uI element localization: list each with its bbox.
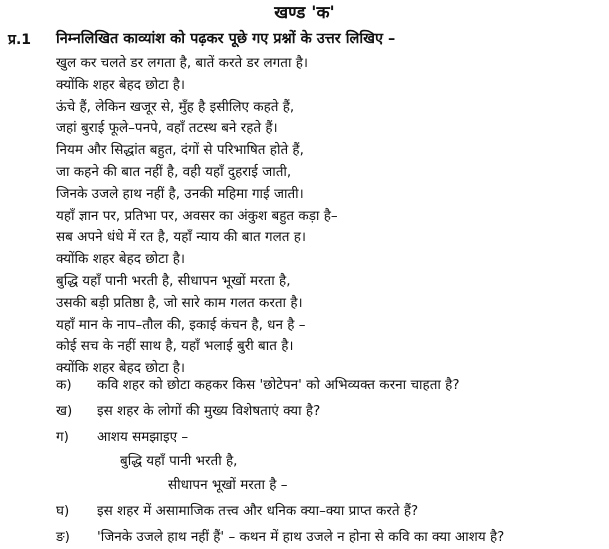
poem-line: जा कहने की बात नहीं है, वही यहाँ दुहराई जाती,: [56, 163, 292, 180]
section-title: खण्ड 'क': [274, 3, 335, 23]
poem-line: क्योंकि शहर बेहद छोटा है।: [56, 360, 186, 377]
sub-question-ka: [0, 373, 609, 397]
sub-question-text: कवि शहर को छोटा कहकर किस 'छोटेपन' को अभिव्यक्त करना चाहता है?: [97, 377, 460, 393]
sub-question-text: इस शहर में असामाजिक तत्त्व और धनिक क्या–क्या प्राप्त करते हैं?: [97, 503, 419, 519]
poem-line: उसकी बड़ी प्रतिष्ठा है, जो सारे काम गलत करता है।: [56, 294, 303, 311]
quoted-line: सीधापन भूखों मरता है –: [168, 477, 288, 493]
sub-question-gha: [0, 499, 609, 523]
poem-line: सब अपने धंधे में रत है, यहाँ न्याय की बात गलत ह।: [56, 229, 306, 246]
quoted-line: बुद्धि यहाँ पानी भरती है,: [120, 453, 238, 469]
sub-question-label: ङ): [56, 529, 70, 545]
question-number: प्र.1: [8, 32, 32, 48]
poem-line: जहां बुराई फूले–पनपे, वहाँ तटस्थ बने रहते हैं।: [56, 120, 278, 137]
sub-question-kha: [0, 399, 609, 423]
question-instruction: निम्नलिखित काव्यांश को पढ़कर पूछे गए प्रश्नों के उत्तर लिखिए –: [56, 31, 396, 47]
poem-line: कोई सच के नहीं साथ है, यहाँ भलाई बुरी बात है।: [56, 338, 294, 355]
sub-question-label: ग): [56, 429, 69, 445]
sub-question-label: घ): [56, 503, 70, 519]
sub-question-nga: [0, 525, 609, 549]
sub-question-ga: [0, 425, 609, 449]
sub-question-text: इस शहर के लोगों की मुख्य विशेषताएं क्या है?: [97, 403, 321, 419]
sub-question-text: 'जिनके उजले हाथ नहीं हैं' – कथन में हाथ उजले न होना से कवि का क्या आशय है?: [97, 529, 505, 545]
poem-line: खुल कर चलते डर लगता है, बातें करते डर लगता है।: [56, 55, 309, 71]
sub-question-label: क): [56, 377, 72, 393]
sub-questions: [0, 373, 609, 549]
poem-line: क्योंकि शहर बेहद छोटा है।: [56, 76, 186, 93]
poem-line: नियम और सिद्धांत बहुत, दंगों से परिभाषित होते हैं,: [56, 142, 304, 159]
sub-question-text: आशय समझाइए –: [97, 429, 189, 445]
poem-line: यहाँ ज्ञान पर, प्रतिभा पर, अवसर का अंकुश बहुत कड़ा है–: [56, 207, 338, 224]
poem-line: यहाँ मान के नाप–तौल की, इकाई कंचन है, धन है –: [56, 316, 306, 333]
poem-line: बुद्धि यहाँ पानी भरती है, सीधापन भूखों मरता है,: [56, 272, 291, 289]
poem-line: ऊंचे हैं, लेकिन खजूर से, मुँह है इसीलिए कहते हैं,: [56, 98, 295, 115]
poem: [56, 53, 338, 380]
sub-question-label: ख): [56, 403, 73, 419]
poem-line: जिनके उजले हाथ नहीं है, उनकी महिमा गाई जाती।: [56, 185, 304, 202]
poem-line: क्योंकि शहर बेहद छोटा है।: [56, 251, 186, 268]
